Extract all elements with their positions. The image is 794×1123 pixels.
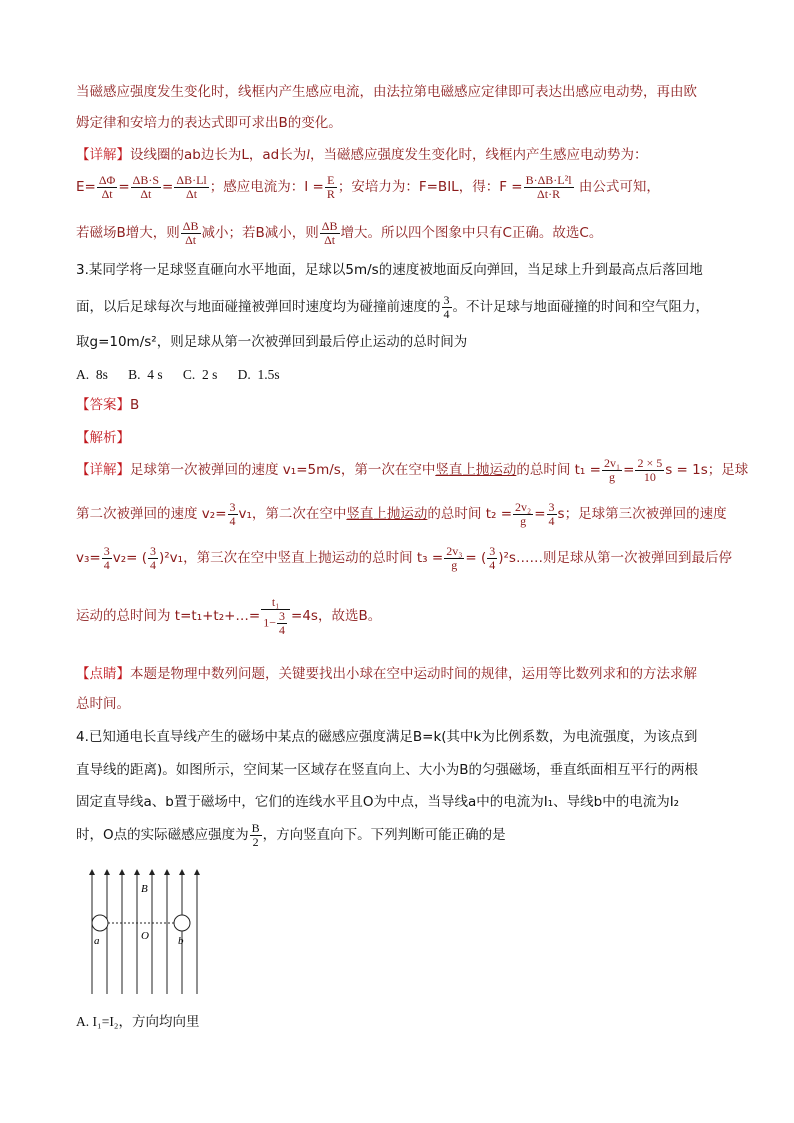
label-a: a — [94, 935, 100, 947]
fraction: $\frac{\text{2v₂}}{g}$ — [515, 499, 532, 528]
fraction: $\frac{\Delta B}{\Delta t}$ — [321, 218, 338, 247]
wire-a — [92, 915, 108, 931]
question-4-line: 4.已知通电长直导线产生的磁场中某点的磁感应强度满足B=k(其中k为比例系数，为电流强度，为该点到 — [76, 729, 698, 745]
question-4-line: 直导线的距离)。如图所示，空间某一区域存在竖直向上、大小为B的匀强磁场，垂直纸面相互平行的两根 — [76, 762, 699, 778]
label-B: B — [141, 883, 148, 895]
question-4-line: 固定直导线a、b置于磁场中，它们的连线水平且O为中点，当导线a中的电流为I₁、导线b中的电流为I₂ — [76, 794, 680, 810]
fraction: $\frac{3}{4}$ — [103, 543, 110, 572]
fraction: $\frac{\Delta\Phi}{\Delta t}$ — [98, 172, 116, 201]
fraction: $\frac{\text{2v₁}}{g}$ — [603, 455, 621, 484]
formula-text: ；安培力为：F=BIL，得：F = — [337, 179, 523, 195]
detail-line-3: 若磁场B增大，则 $\frac{\Delta B}{\Delta t}$ 减小；若B减小，则 $\frac{\Delta B}{\Delta t}$ 增大。所以四个图象中只有C正确。故选C。 — [76, 218, 603, 247]
detail2-line-4: 运动的总时间为 t=t₁+t₂+…= t₁ 1− $\frac{3}{4}$ =4s，故选B。 — [76, 594, 382, 637]
fraction: $\frac{\text{B·ΔB·L²l}}{\Delta t\cdot R}$ — [525, 172, 572, 201]
detail-text: 设线圈的ab边长为L，ad长为 — [130, 147, 307, 163]
fraction: $\frac{3}{4}$ — [150, 543, 156, 572]
nested-fraction: t₁ 1− $\frac{3}{4}$ — [261, 596, 290, 637]
fraction: $\frac{2 \times 5}{10}$ — [637, 455, 663, 484]
fraction: $\frac{3}{4}$ — [548, 499, 555, 528]
detail2-line-1: 【详解】足球第一次被弹回的速度 v₁=5m/s，第一次在空中竖直上抛运动的总时间 t₁ = $\frac{\text{2v₁}}{g}$ = $\frac{2 \times 5}{10}$ s = 1s；足球 — [76, 455, 749, 484]
fraction: $\frac{\text{2v₃}}{g}$ — [446, 543, 463, 572]
label-b: b — [178, 935, 184, 947]
italic-l: l — [306, 147, 310, 162]
option-a: A. I₁=I₂，方向均向里 — [76, 1014, 200, 1029]
question-3-line: 取g=10m/s²，则足球从第一次被弹回到最后停止运动的总时间为 — [76, 334, 468, 350]
analysis-tag: 【解析】 — [76, 430, 130, 446]
detail2-line-3: v₃= $\frac{3}{4}$ v₂= ( $\frac{3}{4}$ )²v₁，第三次在空中竖直上抛运动的总时间 t₃ = $\frac{\text{2v₃}}{g}$ = ( $\frac{3}{4}$ )²s……则足球从第一次被弹回到最后停 — [76, 543, 732, 572]
fraction: $\frac{E}{R}$ — [326, 172, 335, 201]
fraction: $\frac{3}{4}$ — [229, 499, 236, 528]
fraction: $\frac{B}{2}$ — [251, 820, 260, 849]
detail2-line-2: 第二次被弹回的速度 v₂= $\frac{3}{4}$ v₁，第二次在空中竖直上抛运动的总时间 t₂ = $\frac{\text{2v₂}}{g}$ = $\frac{3}{4}$ s；足球第三次被弹回的速度 — [76, 499, 727, 528]
question-3-options: A. 8s B. 4 s C. 2 s D. 1.5s — [76, 367, 280, 382]
fraction: $\frac{\Delta B}{\Delta t}$ — [182, 218, 199, 247]
label-O: O — [141, 930, 149, 942]
formula-text: ；感应电流为：I = — [209, 179, 324, 195]
paragraph-line: 姆定律和安培力的表达式即可求出B的变化。 — [76, 115, 342, 131]
question-3-line: 面，以后足球每次与地面碰撞被弹回时速度均为碰撞前速度的 $\frac{3}{4}$ 。不计足球与地面碰撞的时间和空气阻力， — [76, 292, 709, 321]
fraction: $\frac{\Delta B\cdot Ll}{\Delta t}$ — [176, 172, 207, 201]
paragraph-line: 当磁感应强度发生变化时，线框内产生感应电流，由法拉第电磁感应定律即可表达出感应电动势，再由欧 — [76, 84, 697, 100]
detail-line-1 — [76, 145, 647, 165]
fraction: $\frac{\Delta B\cdot S}{\Delta t}$ — [132, 172, 160, 201]
question-3-line: 3.某同学将一足球竖直砸向水平地面，足球以5m/s的速度被地面反向弹回，当足球上升到最高点后落回地 — [76, 262, 703, 278]
wire-b — [174, 915, 190, 931]
question-4-line: 时，O点的实际磁感应强度为 $\frac{B}{2}$ ，方向竖直向下。下列判断可能正确的是 — [76, 820, 506, 849]
fraction: $\frac{3}{4}$ — [443, 292, 450, 321]
detail-tag: 【详解】 — [76, 147, 130, 163]
answer-line: 【答案】B — [76, 397, 140, 413]
magnetic-field-figure — [82, 866, 206, 996]
comment-line: 【点睛】本题是物理中数列问题，关键要找出小球在空中运动时间的规律，运用等比数列求和的方法求解 — [76, 666, 697, 682]
comment-line: 总时间。 — [76, 696, 130, 712]
formula-line: E= $\frac{\Delta\Phi}{\Delta t}$ = $\frac{\Delta B\cdot S}{\Delta t}$ = $\frac{\Delta B\cdot Ll}{\Delta t}$ ；感应电流为：I = $\frac{E}{R}$ ；安培力为：F=BIL，得：F = $\frac{\text{B·ΔB·L²l}}{\Delta t\cdot R}$ 由公式可知， — [76, 172, 660, 201]
formula-text: E= — [76, 179, 96, 195]
detail-text: ，当磁感应强度发生变化时，线框内产生感应电动势为： — [309, 147, 648, 163]
fraction: $\frac{3}{4}$ — [489, 543, 496, 572]
formula-text: 由公式可知， — [578, 179, 660, 195]
